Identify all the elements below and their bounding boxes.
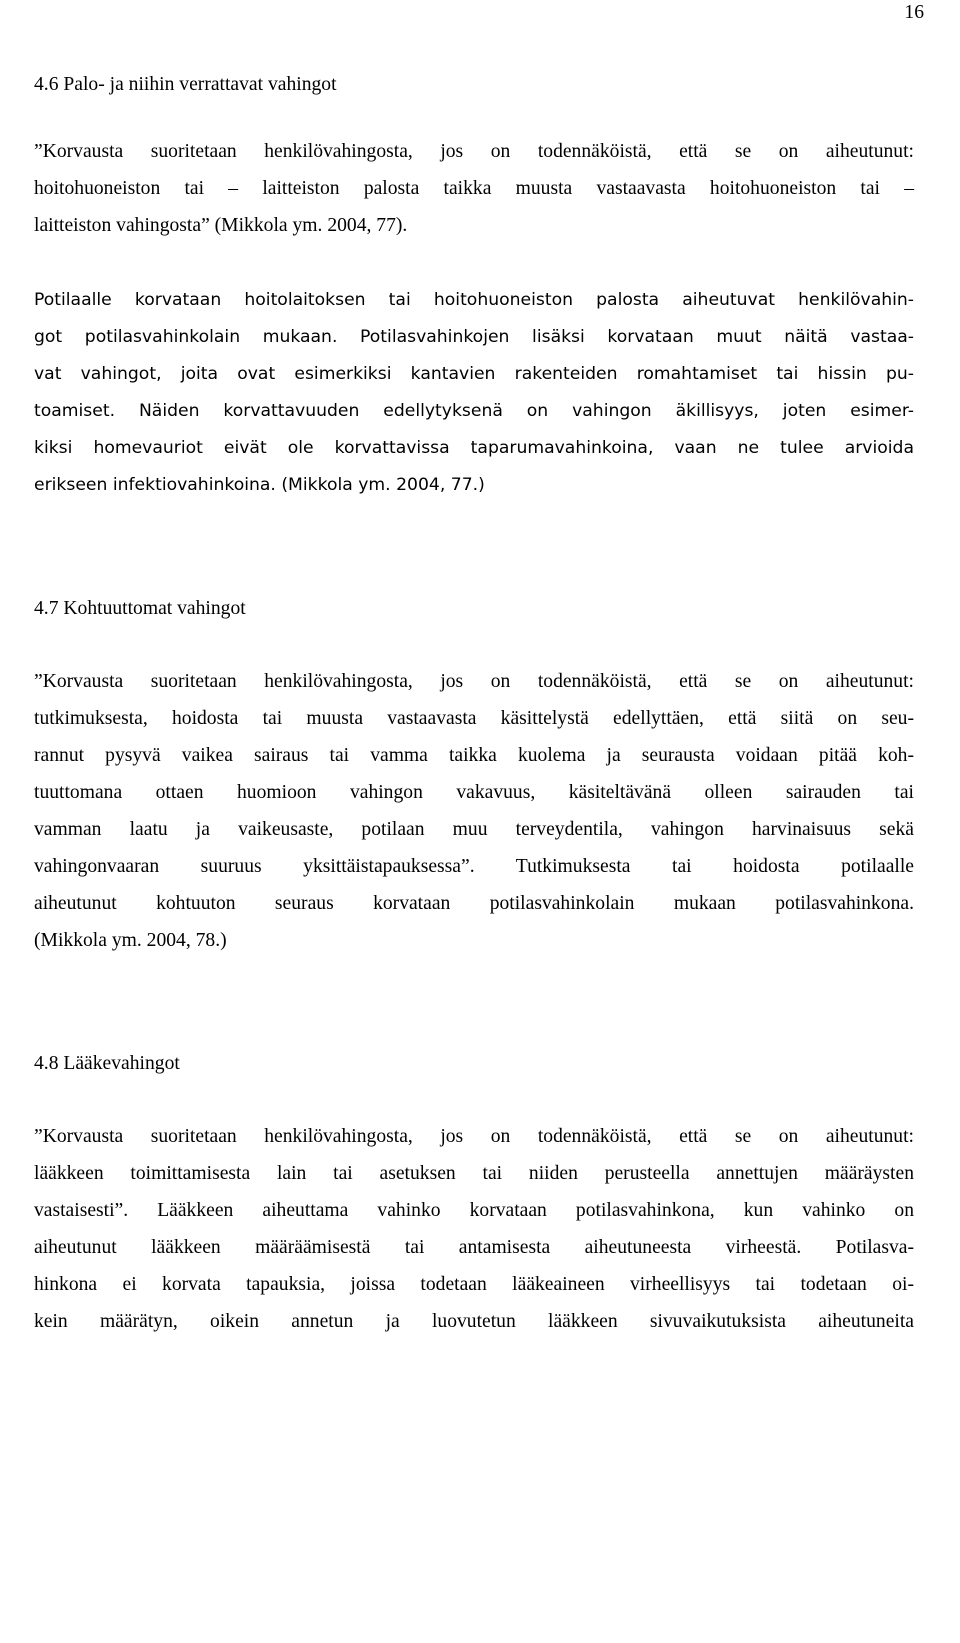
- text-line: lääkkeen toimittamisesta lain tai asetuksen tai niiden perusteella annettujen määräysten: [34, 1163, 914, 1184]
- spacer: [34, 959, 914, 1045]
- text-line: rannut pysyvä vaikea sairaus tai vamma taikka kuolema ja seurausta voidaan pitää koh-: [34, 745, 914, 766]
- page-number: 16: [904, 2, 924, 23]
- text-line: (Mikkola ym. 2004, 78.): [34, 930, 227, 951]
- text-line: Potilaalle korvataan hoitolaitoksen tai hoitohuoneiston palosta aiheutuvat henkilövahin-: [34, 290, 914, 310]
- text-line: aiheutunut lääkkeen määräämisestä tai antamisesta aiheutuneesta virheestä. Potilasva-: [34, 1237, 914, 1258]
- section-heading: 4.7 Kohtuuttomat vahingot: [34, 598, 246, 619]
- quote-paragraph: [34, 1118, 914, 1340]
- text-line: laitteiston vahingosta” (Mikkola ym. 2004, 77).: [34, 215, 408, 236]
- text-line: tuuttomana ottaen huomioon vahingon vakavuus, käsiteltävänä olleen sairauden tai: [34, 782, 914, 803]
- text-line: got potilasvahinkolain mukaan. Potilasvahinkojen lisäksi korvataan muut näitä vastaa-: [34, 327, 914, 347]
- spacer: [34, 504, 914, 590]
- text-line: hinkona ei korvata tapauksia, joissa todetaan lääkeaineen virheellisyys tai todetaan oi-: [34, 1274, 914, 1295]
- text-line: aiheutunut kohtuuton seuraus korvataan potilasvahinkolain mukaan potilasvahinkona.: [34, 893, 914, 914]
- text-line: vastaisesti”. Lääkkeen aiheuttama vahinko korvataan potilasvahinkona, kun vahinko on: [34, 1200, 914, 1221]
- text-line: tutkimuksesta, hoidosta tai muusta vastaavasta käsittelystä edellyttäen, että siitä on seu-: [34, 708, 914, 729]
- section-4-7: [34, 590, 914, 959]
- section-heading: 4.6 Palo- ja niihin verrattavat vahingot: [34, 74, 337, 95]
- spacer: [34, 627, 914, 663]
- spacer: [34, 1082, 914, 1118]
- text-line: hoitohuoneiston tai – laitteiston palosta taikka muusta vastaavasta hoitohuoneiston tai –: [34, 178, 914, 199]
- text-line: kein määrätyn, oikein annetun ja luovutetun lääkkeen sivuvaikutuksista aiheutuneita: [34, 1311, 914, 1332]
- text-line: vat vahingot, joita ovat esimerkiksi kantavien rakenteiden romahtamiset tai hissin pu-: [34, 364, 914, 384]
- text-line: ”Korvausta suoritetaan henkilövahingosta, jos on todennäköistä, että se on aiheutunut:: [34, 671, 914, 692]
- quote-paragraph: [34, 663, 914, 959]
- section-4-8: [34, 1045, 914, 1340]
- section-4-6: [34, 66, 914, 504]
- text-line: erikseen infektiovahinkoina. (Mikkola ym. 2004, 77.): [34, 475, 485, 495]
- text-line: kiksi homevauriot eivät ole korvattavissa taparumavahinkoina, vaan ne tulee arvioida: [34, 438, 914, 458]
- document-body: [34, 66, 914, 1340]
- spacer: [34, 244, 914, 282]
- text-line: toamiset. Näiden korvattavuuden edellytyksenä on vahingon äkillisyys, joten esimer-: [34, 401, 914, 421]
- text-line: vamman laatu ja vaikeusaste, potilaan muu terveydentila, vahingon harvinaisuus sekä: [34, 819, 914, 840]
- section-heading: 4.8 Lääkevahingot: [34, 1053, 180, 1074]
- quote-paragraph: [34, 133, 914, 244]
- spacer: [34, 103, 914, 133]
- body-paragraph: [34, 282, 914, 504]
- text-line: ”Korvausta suoritetaan henkilövahingosta, jos on todennäköistä, että se on aiheutunut:: [34, 1126, 914, 1147]
- text-line: vahingonvaaran suuruus yksittäistapauksessa”. Tutkimuksesta tai hoidosta potilaalle: [34, 856, 914, 877]
- text-line: ”Korvausta suoritetaan henkilövahingosta, jos on todennäköistä, että se on aiheutunut:: [34, 141, 914, 162]
